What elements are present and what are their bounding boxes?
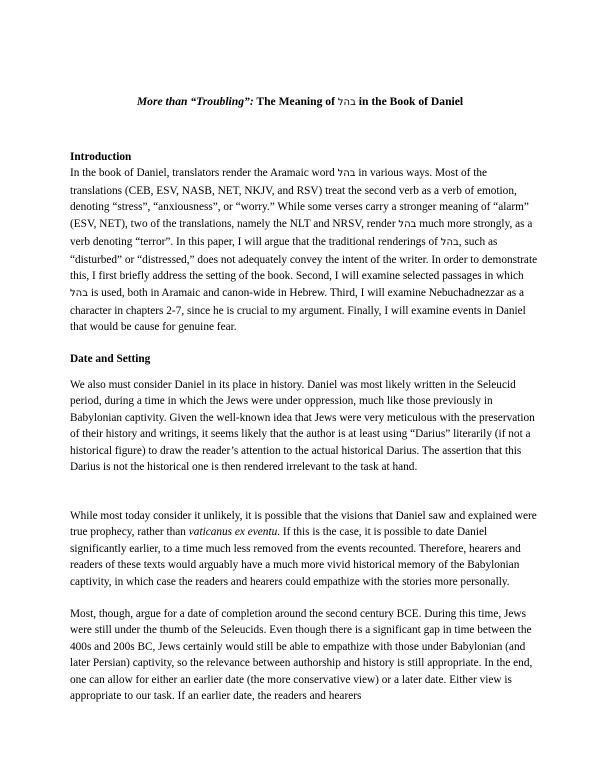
introduction-paragraph <box>70 165 540 336</box>
intro-text-1: In the book of Daniel, translators render the Aramaic word <box>70 167 338 179</box>
p2-text-before: While most today consider it unlikely, it is possible that the visions that Daniel saw and explained were true prophecy, rather than <box>70 510 537 539</box>
intro-hebrew-3: בהל <box>440 236 459 248</box>
date-setting-paragraph-1-block <box>70 377 540 475</box>
date-setting-paragraph-3: Most, though, argue for a date of completion around the second century BCE. During this time, Jews were still under the thumb of the Seleucids. Even though there is a significant gap in time between the 400s and 200s BC, Jews certainly would still be able to empathize with those under Babylonian (and later Persian) captivity, so the relevance between authorship and history is still appropriate. In the end, one can allow for either an earlier date (the more conservative view) or a later date. Either view is appropriate to our task. If an earlier date, the readers and hearers <box>70 608 533 703</box>
title-text-after-hebrew: in the Book of Daniel <box>355 95 464 108</box>
title-hebrew-word: בהל <box>337 97 356 108</box>
date-setting-section <box>70 351 540 367</box>
date-setting-heading: Date and Setting <box>70 353 151 365</box>
p2-italic-phrase: vaticanus ex eventu <box>188 526 278 539</box>
intro-text-4: , such as “disturbed” or “distressed,” does not adequately convey the intent of the writer. In order to demonstrate this, I first briefly address the setting of the book. Second, I will examine selected passages in which <box>70 235 538 283</box>
date-setting-paragraph-2 <box>70 508 540 590</box>
p2-text-after: . If this is the case, it is possible to date Daniel significantly earlier, to a time much less removed from the events recounted. Therefore, hearers and readers of these texts would arguably have a much more vivid historical memory of the Babylonian captivity, in which case the readers and hearers could empathize with the stories more personally. <box>70 526 521 588</box>
intro-hebrew-2: בהל <box>398 219 417 231</box>
title-text-before-hebrew: The Meaning of <box>253 95 338 108</box>
date-setting-paragraph-3-block <box>70 606 540 704</box>
intro-text-5: is used, both in Aramaic and canon-wide in Hebrew. Third, I will examine Nebuchadnezzar as a character in chapters 2-7, since he is crucial to my argument. Finally, I will examine events in Daniel that would be cause for genuine fear. <box>70 286 526 334</box>
intro-text-2: in various ways. Most of the translations (CEB, ESV, NASB, NET, NKJV, and RSV) treat the second verb as a verb of emotion, denoting “stress”, “anxiousness”, or “worry.” While some verses carry a stronger meaning of “alarm” (ESV, NET), two of the translations, namely the NLT and NRSV, render <box>70 167 529 231</box>
title-italic-part: More than “Troubling”: <box>136 95 254 108</box>
date-setting-paragraph-2-block <box>70 508 540 590</box>
paper-title <box>0 94 600 110</box>
intro-hebrew-1: בהל <box>337 168 356 179</box>
date-setting-paragraph-1: We also must consider Daniel in its place in history. Daniel was most likely written in the Seleucid period, during a time in which the Jews were under oppression, much like those previously in Babylonian captivity. Given the well-known idea that Jews were very meticulous with the preservation of their history and writings, it seems likely that the author is at least using “Darius” literarily (if not a historical figure) to draw the reader’s attention to the actual historical Darius. The assertion that this Darius is not the historical one is then rendered irrelevant to the task at hand. <box>70 379 535 474</box>
intro-text-3: much more strongly, as a verb denoting “terror”. In this paper, I will argue that the traditional renderings of <box>70 218 533 248</box>
intro-hebrew-4: בהל <box>70 287 88 299</box>
introduction-heading: Introduction <box>70 151 132 163</box>
introduction-section <box>70 149 540 336</box>
